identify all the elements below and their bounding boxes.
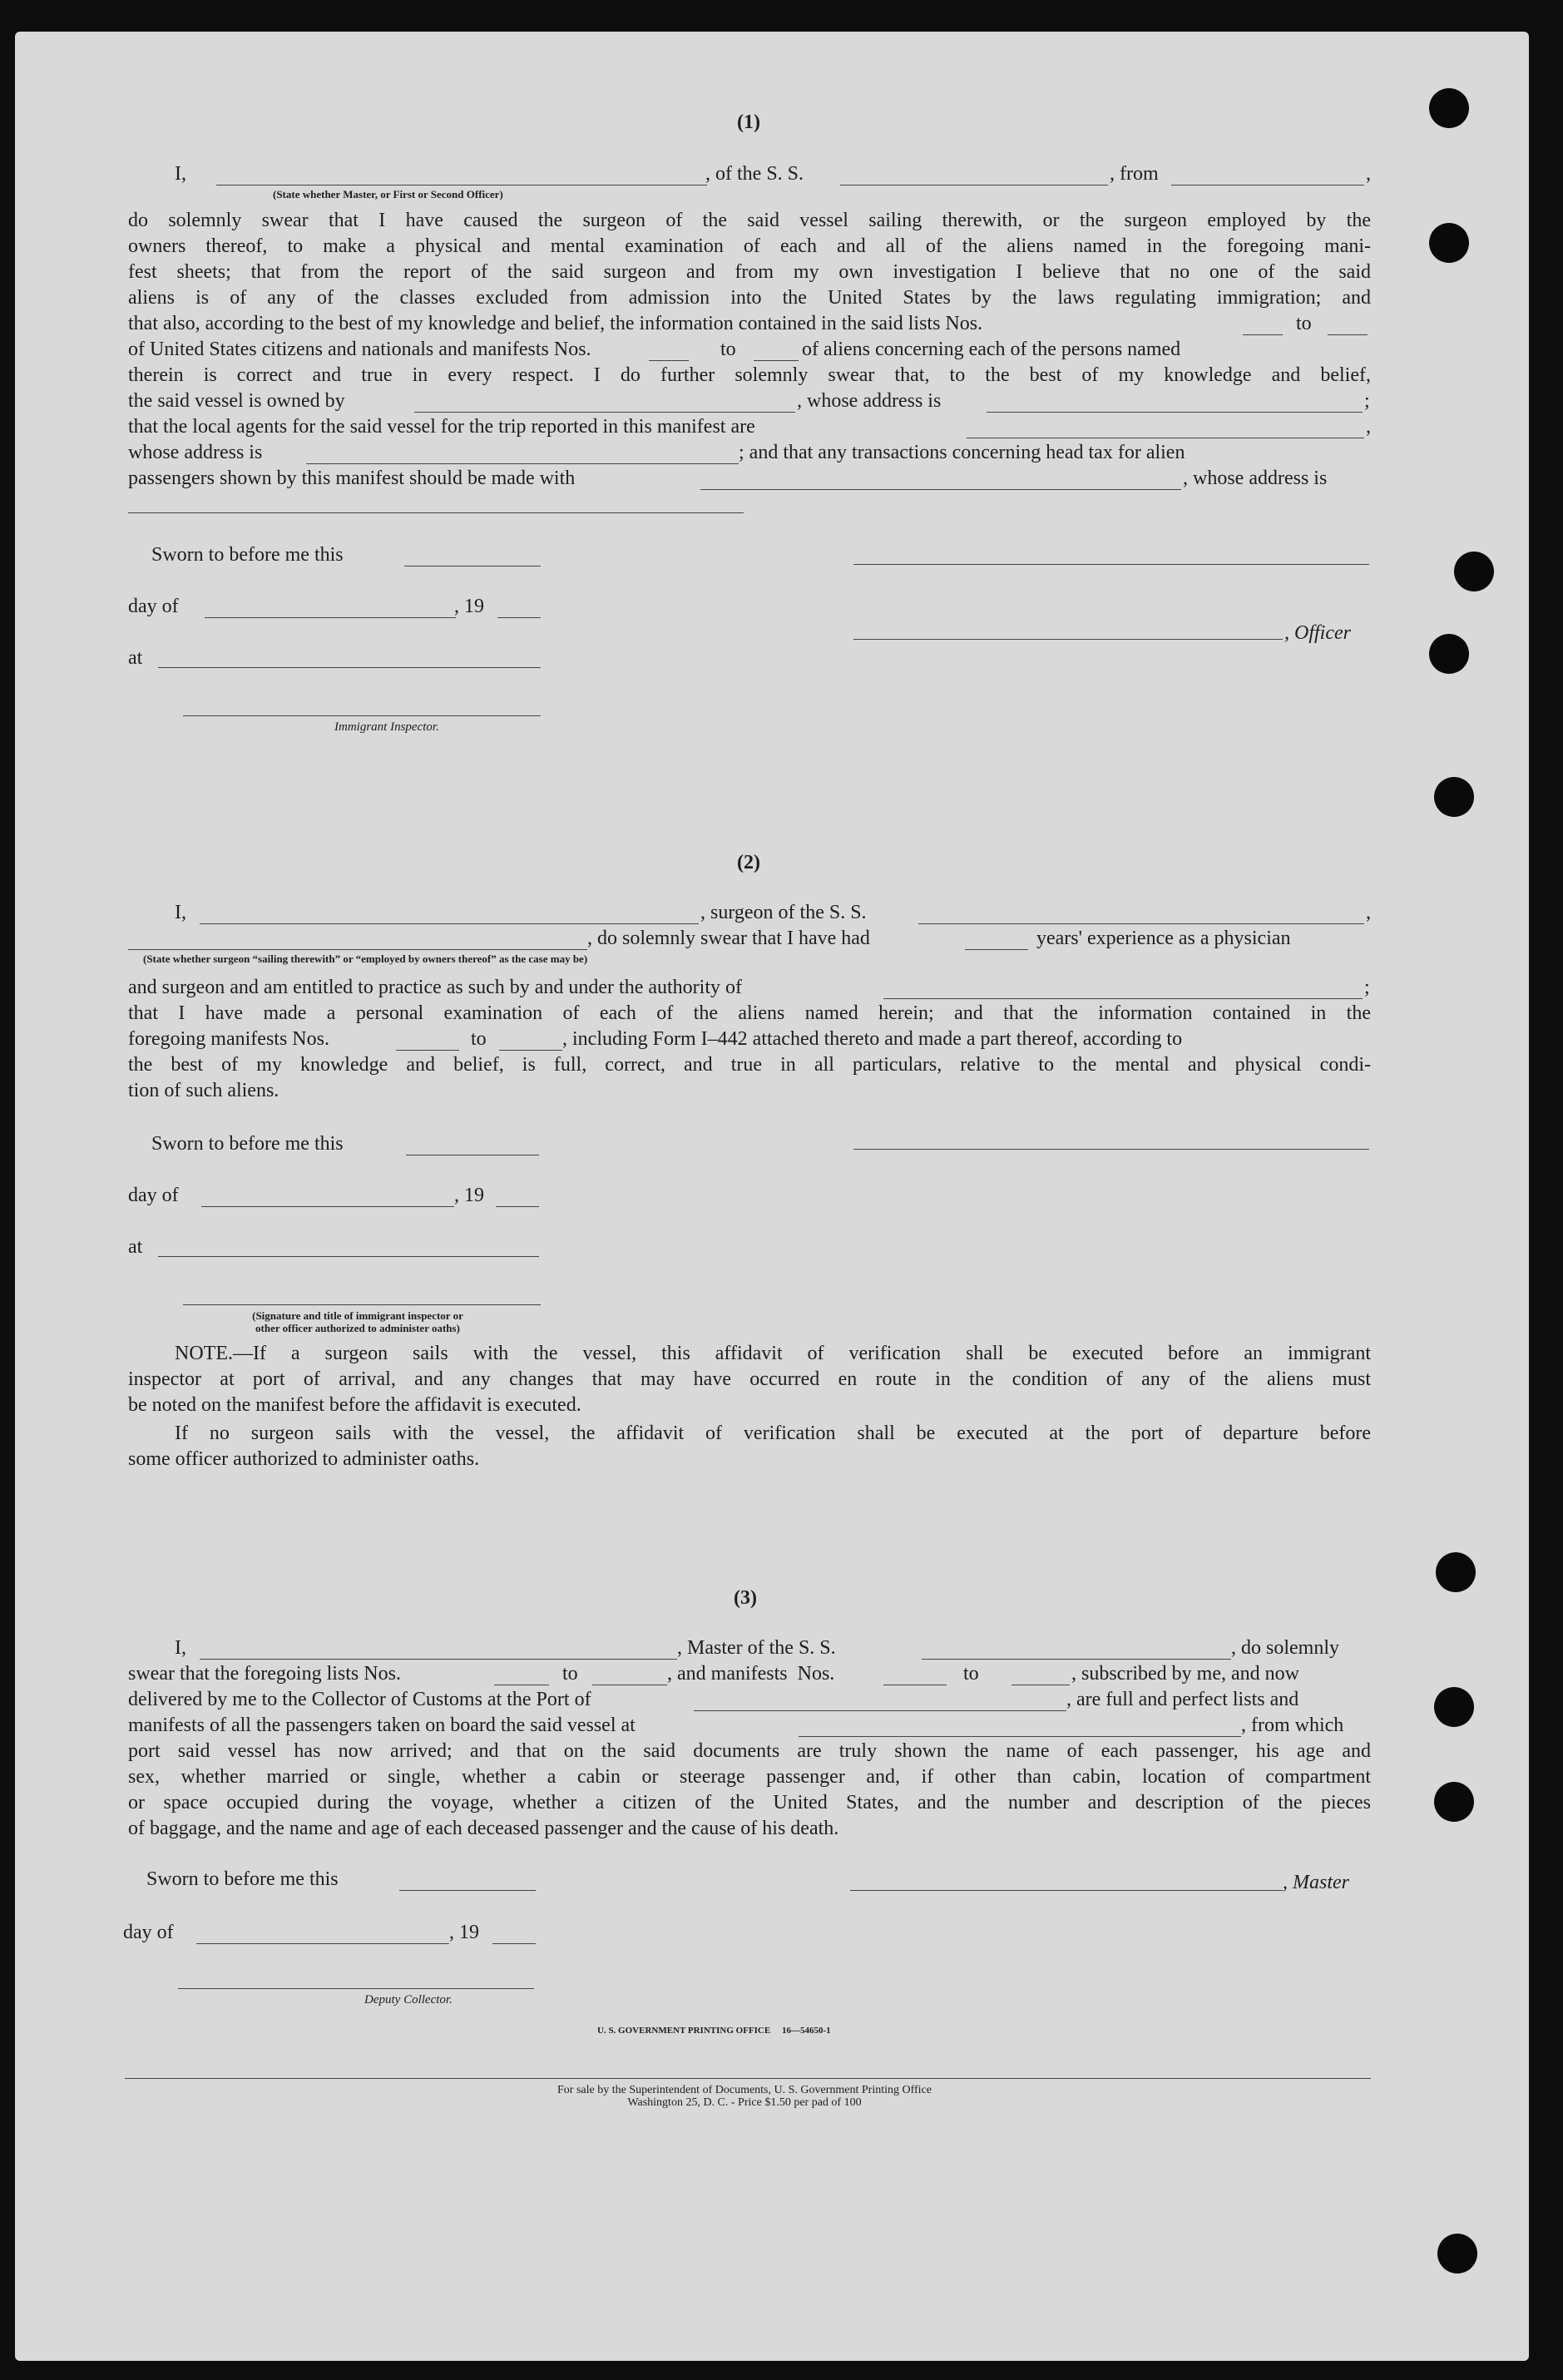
manifests-from-line	[649, 360, 689, 361]
s1-aliens-text: of aliens concerning each of the persons named	[802, 339, 1181, 360]
s1-comma: ,	[1366, 163, 1371, 185]
punch-hole	[1429, 634, 1469, 674]
s3-text-line: port said vessel has now arrived; and that on the said documents are truly shown the name of each passenger, his age and	[128, 1740, 1371, 1762]
s3-day-line	[196, 1943, 449, 1944]
s1-text-line: fest sheets; that from the report of the said surgeon and from my own investigation I believe that no one of the said	[128, 261, 1371, 283]
gpo-imprint: U. S. GOVERNMENT PRINTING OFFICE 16—54650-1	[597, 2026, 831, 2036]
note-text-line: be noted on the manifest before the affidavit is executed.	[128, 1394, 581, 1416]
s1-agents-address: whose address is	[128, 442, 263, 463]
s1-i: I,	[175, 163, 186, 185]
deputy-collector-label: Deputy Collector.	[364, 1993, 453, 2006]
lists-to-line	[1328, 334, 1368, 335]
port-line	[694, 1710, 1066, 1711]
officer-signature-line-1	[853, 564, 1369, 565]
section-1-number: (1)	[737, 111, 760, 133]
s2-19: , 19	[454, 1185, 484, 1206]
s3-manifests: , and manifests Nos.	[667, 1663, 835, 1685]
s3-delivered: delivered by me to the Collector of Customs at the Port of	[128, 1689, 591, 1710]
surgeon-status-note: (State whether surgeon “sailing therewith” or “employed by owners thereof” as the case may be)	[143, 952, 588, 965]
s2-form: , including Form I–442 attached thereto and made a part thereof, according to	[562, 1028, 1183, 1050]
master-signature-line	[850, 1890, 1283, 1891]
surgeon-status-line	[128, 949, 587, 950]
s2-i: I,	[175, 902, 186, 923]
punch-hole	[1437, 2234, 1477, 2274]
s3-vessel-line	[922, 1659, 1231, 1660]
s2-swear: , do solemnly swear that I have had	[587, 928, 870, 949]
s1-whose-address: , whose address is	[1183, 468, 1328, 489]
note-text-line: some officer authorized to administer oaths.	[128, 1448, 480, 1470]
s3-taken: manifests of all the passengers taken on board the said vessel at	[128, 1714, 636, 1736]
s2-authority: and surgeon and am entitled to practice as such by and under the authority of	[128, 977, 742, 998]
s1-text-line: owners thereof, to make a physical and mental examination of each and all of the aliens named in the foregoing mani-	[128, 235, 1371, 257]
s1-text-line: aliens is of any of the classes excluded from admission into the United States by the laws regulating immigration; and	[128, 287, 1371, 309]
head-tax-line	[700, 489, 1181, 490]
s2-vessel-line	[918, 923, 1364, 924]
s1-passengers: passengers shown by this manifest should be made with	[128, 468, 576, 489]
punch-hole	[1436, 1552, 1476, 1592]
s2-years: years' experience as a physician	[1036, 928, 1291, 949]
s1-sworn-line	[404, 566, 541, 567]
officer-signature-line-2	[853, 639, 1283, 640]
surgeon-signature-line	[853, 1149, 1369, 1150]
note-text-line: inspector at port of arrival, and any changes that may have occurred en route in the condition of any of the aliens must	[128, 1368, 1371, 1390]
s1-owned-by: the said vessel is owned by	[128, 390, 345, 412]
note-text-line: If no surgeon sails with the vessel, the affidavit of verification shall be executed at the port of departure before	[175, 1423, 1371, 1444]
s3-day-of: day of	[123, 1922, 174, 1943]
s3-sworn-line	[399, 1890, 536, 1891]
s1-head-tax: ; and that any transactions concerning head tax for alien	[739, 442, 1185, 463]
s1-semi: ;	[1364, 390, 1370, 412]
s1-owner-address: , whose address is	[797, 390, 942, 412]
master-name-line	[200, 1659, 677, 1660]
section-3-number: (3)	[734, 1587, 757, 1609]
s3-perfect: , are full and perfect lists and	[1066, 1689, 1299, 1710]
note-text-line: NOTE.—If a surgeon sails with the vessel, this affidavit of verification shall be executed before an immigrant	[175, 1343, 1371, 1364]
s1-agents: that the local agents for the said vessel for the trip reported in this manifest are	[128, 416, 755, 438]
s2-day-of: day of	[128, 1185, 179, 1206]
punch-hole	[1429, 88, 1469, 128]
lists-from-line	[1243, 334, 1283, 335]
s3-from-which: , from which	[1241, 1714, 1344, 1736]
s3-year-line	[492, 1943, 536, 1944]
s2-at-line	[158, 1256, 539, 1257]
s1-from: , from	[1110, 163, 1159, 185]
s1-19: , 19	[454, 596, 484, 617]
s1-of-ss: , of the S. S.	[705, 163, 804, 185]
s2-sworn: Sworn to before me this	[151, 1133, 344, 1155]
punch-hole	[1434, 1687, 1474, 1727]
officer-rank-note: (State whether Master, or First or Second Officer)	[273, 188, 503, 200]
surgeon-name-line	[200, 923, 699, 924]
authority-line	[883, 998, 1363, 999]
s3-text-line: or space occupied during the voyage, whether a citizen of the United States, and the number and description of the pieces	[128, 1792, 1371, 1813]
signature-note: (Signature and title of immigrant inspector or	[252, 1309, 463, 1322]
s2-surgeon-of: , surgeon of the S. S.	[700, 902, 867, 923]
s2-inspector-signature-line	[183, 1304, 541, 1305]
s3-to: to	[963, 1663, 979, 1685]
s1-lists-text: that also, according to the best of my knowledge and belief, the information contained in the said lists Nos.	[128, 313, 983, 334]
s2-text-line: tion of such aliens.	[128, 1080, 279, 1101]
signature-note: other officer authorized to administer oaths)	[255, 1322, 460, 1334]
s2-manifests: foregoing manifests Nos.	[128, 1028, 329, 1050]
s1-to: to	[1296, 313, 1312, 334]
section-2-number: (2)	[737, 852, 760, 873]
s3-i: I,	[175, 1637, 186, 1659]
s2-text-line: the best of my knowledge and belief, is full, correct, and true in all particulars, relative to the mental and physical condi-	[128, 1054, 1371, 1076]
sale-notice: Washington 25, D. C. - Price $1.50 per pad of 100	[627, 2096, 862, 2109]
s1-day-of: day of	[128, 596, 179, 617]
s1-at: at	[128, 647, 143, 669]
s2-year-line	[496, 1206, 539, 1207]
s1-manifests-text: of United States citizens and nationals and manifests Nos.	[128, 339, 591, 360]
s1-year-line	[497, 617, 541, 618]
vessel-name-line	[840, 185, 1108, 186]
s3-to: to	[562, 1663, 578, 1685]
head-tax-address-line	[128, 512, 744, 513]
s3-subscribed: , subscribed by me, and now	[1071, 1663, 1299, 1685]
years-experience-line	[965, 949, 1028, 950]
footer-rule	[125, 2078, 1371, 2079]
punch-hole	[1429, 223, 1469, 263]
s1-comma: ,	[1366, 416, 1371, 438]
s1-text-line: therein is correct and true in every respect. I do further solemnly swear that, to the best of my knowledge and belief,	[128, 364, 1371, 386]
s3-text-line: of baggage, and the name and age of each deceased passenger and the cause of his death.	[128, 1818, 839, 1839]
manifests-to-line	[754, 360, 799, 361]
officer-name-line	[216, 185, 707, 186]
s3-lists: swear that the foregoing lists Nos.	[128, 1663, 401, 1685]
agents-address-line	[306, 463, 739, 464]
from-port-line	[1171, 185, 1364, 186]
boarding-port-line	[799, 1736, 1241, 1737]
immigrant-inspector-label: Immigrant Inspector.	[334, 720, 439, 734]
s2-day-line	[201, 1206, 454, 1207]
s3-text-line: sex, whether married or single, whether a cabin or steerage passenger and, if other than cabin, location of compartment	[128, 1766, 1371, 1788]
s1-at-line	[158, 667, 541, 668]
s3-sworn: Sworn to before me this	[146, 1868, 339, 1890]
punch-hole	[1434, 1782, 1474, 1822]
s2-semi: ;	[1364, 977, 1370, 998]
s1-day-line	[205, 617, 456, 618]
s2-manifest-from-line	[396, 1050, 459, 1051]
inspector-signature-line	[183, 715, 541, 716]
deputy-signature-line	[178, 1988, 534, 1989]
owner-line	[414, 412, 795, 413]
s2-comma: ,	[1366, 902, 1371, 923]
s2-text-line: that I have made a personal examination of each of the aliens named herein; and that the information contained in the	[128, 1002, 1371, 1024]
owner-address-line	[987, 412, 1363, 413]
officer-label: , Officer	[1284, 622, 1351, 644]
s2-manifest-to-line	[499, 1050, 562, 1051]
s2-at: at	[128, 1236, 143, 1258]
s3-solemnly: , do solemnly	[1231, 1637, 1339, 1659]
s1-to: to	[720, 339, 736, 360]
sale-notice: For sale by the Superintendent of Documents, U. S. Government Printing Office	[557, 2084, 932, 2096]
punch-hole	[1454, 552, 1494, 591]
punch-hole	[1434, 777, 1474, 817]
s3-19: , 19	[449, 1922, 479, 1943]
s1-sworn: Sworn to before me this	[151, 544, 344, 566]
s1-text-line: do solemnly swear that I have caused the surgeon of the said vessel sailing therewith, or the surgeon employed by the	[128, 210, 1371, 231]
s2-to: to	[471, 1028, 487, 1050]
master-label: , Master	[1283, 1872, 1349, 1893]
s3-master-of: , Master of the S. S.	[677, 1637, 836, 1659]
